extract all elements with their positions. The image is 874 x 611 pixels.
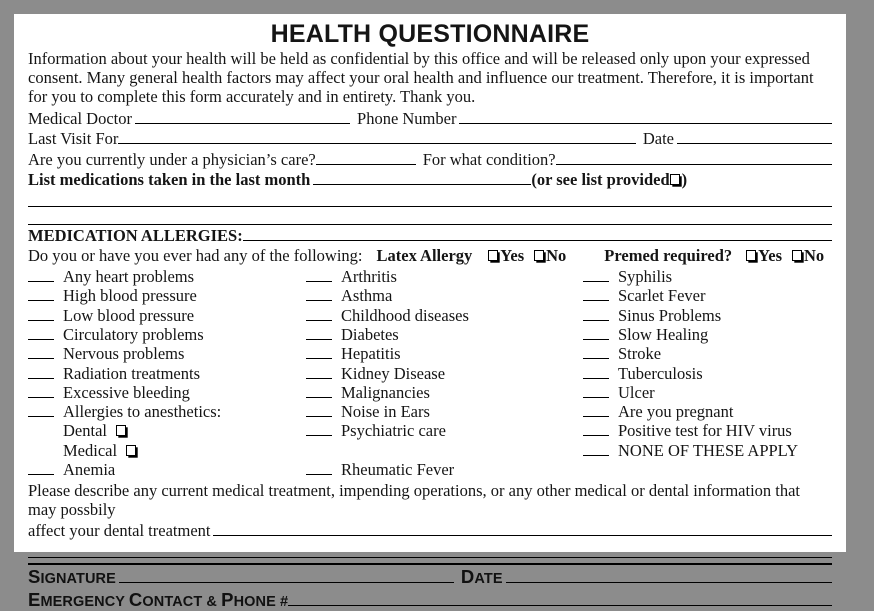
condition-item[interactable] xyxy=(306,267,583,286)
condition-label: Are you pregnant xyxy=(618,402,734,422)
physician-care-label: Are you currently under a physician’s care? xyxy=(28,149,316,169)
condition-label: Anemia xyxy=(63,460,116,479)
row-list-medications xyxy=(28,169,832,189)
medical-doctor-label: Medical Doctor xyxy=(28,108,133,128)
condition-label: Noise in Ears xyxy=(341,402,430,422)
condition-blank-line[interactable] xyxy=(583,269,609,282)
medication-allergies-label: MEDICATION ALLERGIES: xyxy=(28,226,243,246)
condition-input[interactable] xyxy=(556,148,832,164)
condition-item[interactable] xyxy=(28,286,306,305)
condition-label: Malignancies xyxy=(341,382,430,402)
row-physician-care xyxy=(28,148,832,168)
condition-blank-line[interactable] xyxy=(583,346,609,359)
condition-label: Slow Healing xyxy=(618,324,709,344)
condition-label: For what condition? xyxy=(422,149,556,169)
condition-blank-line[interactable] xyxy=(583,404,609,417)
conditions-checklist xyxy=(28,267,832,479)
condition-blank-line[interactable] xyxy=(306,424,332,437)
condition-label: Scarlet Fever xyxy=(618,286,706,306)
premed-yes-option[interactable] xyxy=(746,246,792,265)
condition-item[interactable] xyxy=(28,421,306,440)
condition-item[interactable] xyxy=(583,441,830,460)
condition-item[interactable] xyxy=(583,286,830,305)
conditions-column-3 xyxy=(583,267,830,479)
condition-label: NONE OF THESE APPLY xyxy=(618,440,799,460)
last-visit-label: Last Visit For xyxy=(28,129,119,149)
condition-blank-line[interactable] xyxy=(583,366,609,379)
condition-blank-line[interactable] xyxy=(28,327,54,340)
condition-item[interactable] xyxy=(28,344,306,363)
premed-yes-label: Yes xyxy=(758,245,782,265)
describe-line-2-row xyxy=(28,520,832,540)
see-list-provided-checkbox[interactable] xyxy=(670,174,680,185)
condition-blank-line[interactable] xyxy=(306,346,332,359)
condition-blank-line[interactable] xyxy=(28,308,54,321)
condition-item[interactable] xyxy=(306,383,583,402)
row-allergy-header xyxy=(28,246,832,265)
condition-item[interactable] xyxy=(28,325,306,344)
list-medications-input[interactable] xyxy=(313,169,531,185)
condition-checkbox[interactable] xyxy=(116,425,126,436)
phone-number-input[interactable] xyxy=(459,107,832,123)
condition-blank-line[interactable] xyxy=(583,288,609,301)
condition-checkbox[interactable] xyxy=(126,445,136,456)
row-last-visit xyxy=(28,128,832,148)
condition-label: Positive test for HIV virus xyxy=(618,421,792,441)
or-see-list-text: (or see list provided xyxy=(531,169,670,189)
row-medical-doctor xyxy=(28,107,832,127)
condition-item[interactable] xyxy=(306,344,583,363)
date-label: Date xyxy=(642,129,674,149)
conditions-column-1 xyxy=(28,267,306,479)
medication-blank-line-1[interactable] xyxy=(28,189,832,207)
row-medication-allergies xyxy=(28,225,832,245)
describe-line-2: affect your dental treatment xyxy=(28,520,211,540)
form-page xyxy=(14,14,846,611)
condition-item[interactable] xyxy=(28,267,306,286)
latex-yes-option[interactable] xyxy=(488,246,534,265)
condition-item[interactable] xyxy=(583,344,830,363)
condition-item[interactable] xyxy=(28,441,306,460)
condition-item[interactable] xyxy=(28,364,306,383)
condition-label: Circulatory problems xyxy=(63,324,204,344)
premed-required-label: Premed required? xyxy=(604,245,733,265)
signature-date-label: DATE xyxy=(460,566,503,588)
condition-label: Medical xyxy=(63,440,118,460)
signature-date-input[interactable] xyxy=(506,567,832,583)
condition-label: Asthma xyxy=(341,286,393,306)
condition-label: Rheumatic Fever xyxy=(341,460,455,479)
condition-label: Stroke xyxy=(618,344,662,364)
condition-label: Dental xyxy=(63,421,107,441)
signature-input[interactable] xyxy=(119,567,454,583)
condition-label: Ulcer xyxy=(618,382,655,402)
condition-blank-line[interactable] xyxy=(28,385,54,398)
latex-no-label: No xyxy=(546,245,567,265)
premed-no-checkbox[interactable] xyxy=(792,250,802,261)
condition-blank-line[interactable] xyxy=(28,269,54,282)
signature-label: SIGNATURE xyxy=(28,566,116,588)
physician-care-input[interactable] xyxy=(316,148,416,164)
condition-blank-line[interactable] xyxy=(28,346,54,359)
medication-allergies-input[interactable] xyxy=(243,225,832,241)
condition-label: Kidney Disease xyxy=(341,363,446,383)
condition-blank-line[interactable] xyxy=(28,462,54,475)
condition-item[interactable] xyxy=(28,383,306,402)
condition-item[interactable] xyxy=(306,421,583,440)
premed-no-label: No xyxy=(804,245,825,265)
condition-blank-line[interactable] xyxy=(306,269,332,282)
condition-item[interactable] xyxy=(583,402,830,421)
list-medications-label: List medications taken in the last month xyxy=(28,169,311,189)
describe-line-1: Please describe any current medical treatment, impending operations, or any other medical or dental information that may possbily xyxy=(28,481,801,520)
condition-item[interactable] xyxy=(28,460,306,479)
latex-no-checkbox[interactable] xyxy=(534,250,544,261)
conditions-column-2 xyxy=(306,267,583,479)
condition-blank-line[interactable] xyxy=(306,327,332,340)
condition-item[interactable] xyxy=(583,325,830,344)
last-visit-input[interactable] xyxy=(118,128,635,144)
signature-separator xyxy=(28,563,832,565)
condition-blank-line[interactable] xyxy=(28,366,54,379)
condition-label: Nervous problems xyxy=(63,344,185,364)
condition-item[interactable] xyxy=(306,306,583,325)
condition-label: Radiation treatments xyxy=(63,363,201,383)
condition-blank-line[interactable] xyxy=(306,462,332,475)
conditions-question: Do you or have you ever had any of the following: xyxy=(28,245,363,265)
condition-item[interactable] xyxy=(583,364,830,383)
condition-item[interactable] xyxy=(306,460,583,479)
condition-blank-line[interactable] xyxy=(306,385,332,398)
condition-item[interactable] xyxy=(28,402,306,421)
condition-label: Syphilis xyxy=(618,267,673,287)
condition-blank-line[interactable] xyxy=(28,404,54,417)
condition-blank-line[interactable] xyxy=(306,366,332,379)
condition-item[interactable] xyxy=(28,306,306,325)
row-emergency-contact xyxy=(28,589,832,611)
phone-number-label: Phone Number xyxy=(357,108,457,128)
condition-blank-line[interactable] xyxy=(583,327,609,340)
latex-allergy-label: Latex Allergy xyxy=(376,245,473,265)
condition-label: Any heart problems xyxy=(63,267,195,287)
latex-yes-label: Yes xyxy=(500,245,525,265)
condition-item[interactable] xyxy=(306,402,583,421)
condition-blank-line[interactable] xyxy=(306,288,332,301)
or-see-list-close: ) xyxy=(681,169,688,189)
condition-blank-line[interactable] xyxy=(583,424,609,437)
page-title: HEALTH QUESTIONNAIRE xyxy=(270,20,590,48)
describe-input-1[interactable] xyxy=(213,520,832,536)
condition-blank-line[interactable] xyxy=(583,443,609,456)
latex-no-option[interactable] xyxy=(534,246,576,265)
condition-label: Allergies to anesthetics: xyxy=(63,402,222,422)
condition-item[interactable] xyxy=(583,306,830,325)
condition-label: Diabetes xyxy=(341,324,399,344)
medication-blank-line-2[interactable] xyxy=(28,207,832,225)
latex-yes-checkbox[interactable] xyxy=(488,250,498,261)
condition-label: Hepatitis xyxy=(341,344,401,364)
condition-label: Tuberculosis xyxy=(618,363,703,383)
premed-no-option[interactable] xyxy=(792,246,834,265)
condition-label: Excessive bleeding xyxy=(63,382,190,402)
condition-item[interactable] xyxy=(306,325,583,344)
condition-label: Arthritis xyxy=(341,267,397,287)
condition-label: High blood pressure xyxy=(63,286,197,306)
condition-item[interactable] xyxy=(583,421,830,440)
condition-blank-line[interactable] xyxy=(306,404,332,417)
condition-item[interactable] xyxy=(306,364,583,383)
intro-paragraph: Information about your health will be held as confidential by this office and will be released only upon your expressed consent. Many general health factors may affect your oral health and influence our treatment. Therefore, it is important for you to complete this form accurately and in entirety. Thank you. xyxy=(28,49,814,107)
row-signature xyxy=(28,566,832,588)
emergency-contact-input[interactable] xyxy=(288,590,832,606)
condition-label: Sinus Problems xyxy=(618,305,722,325)
condition-item[interactable] xyxy=(583,383,830,402)
condition-blank-line[interactable] xyxy=(306,308,332,321)
condition-label: Childhood diseases xyxy=(341,305,469,325)
condition-item[interactable] xyxy=(306,286,583,305)
condition-blank-line[interactable] xyxy=(583,385,609,398)
condition-blank-line[interactable] xyxy=(583,308,609,321)
describe-block xyxy=(28,481,832,558)
emergency-contact-label: EMERGENCY CONTACT & PHONE # xyxy=(28,589,289,611)
date-input[interactable] xyxy=(677,128,832,144)
medical-doctor-input[interactable] xyxy=(135,107,350,123)
condition-label: Low blood pressure xyxy=(63,305,195,325)
condition-item[interactable] xyxy=(583,267,830,286)
condition-label: Psychiatric care xyxy=(341,421,446,441)
describe-input-2[interactable] xyxy=(28,540,832,558)
condition-blank-line[interactable] xyxy=(28,288,54,301)
premed-yes-checkbox[interactable] xyxy=(746,250,756,261)
